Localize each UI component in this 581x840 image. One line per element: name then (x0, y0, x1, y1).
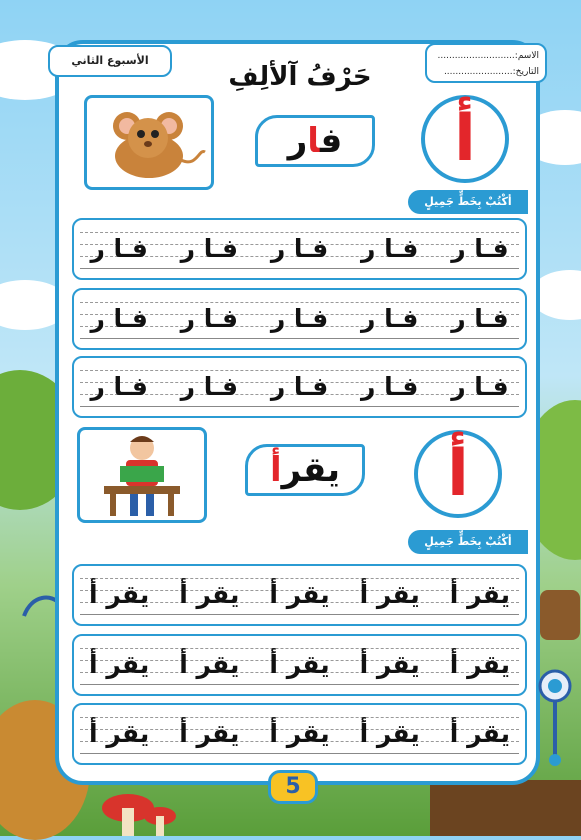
tree-trunk (430, 780, 581, 836)
practice-word: يقر أ (269, 650, 330, 679)
practice-row (72, 356, 527, 418)
practice-word: يقر أ (89, 719, 150, 748)
practice-word: يقر أ (269, 719, 330, 748)
practice-word: يقر أ (359, 650, 420, 679)
medal-icon (538, 668, 572, 768)
instruction-banner: أكْتُبْ بِخَطٍّ جَمِيلٍ (408, 530, 528, 554)
word-part: ف (320, 121, 343, 161)
practice-word: يقر أ (269, 580, 330, 609)
practice-row (72, 288, 527, 350)
letter-alif-circle: أ (414, 430, 502, 518)
page-title: حَرْفُ آلألِفِ (228, 62, 372, 92)
week-label: الأسبوع الثاني (48, 45, 172, 77)
instruction-banner: أكْتُبْ بِخَطٍّ جَمِيلٍ (408, 190, 528, 214)
practice-word: فـا ر (180, 372, 239, 401)
date-field-label: التاريخ:........................ (443, 67, 539, 77)
word-part: ر (287, 121, 308, 161)
practice-word: فـا ر (451, 304, 509, 333)
letter-alif-circle: أ (421, 95, 509, 183)
practice-word: يقر أ (179, 650, 240, 679)
practice-word: يقر أ (359, 580, 420, 609)
practice-row (72, 564, 527, 626)
practice-row (72, 703, 527, 765)
practice-word: فـا ر (451, 234, 509, 263)
practice-word: فـا ر (361, 372, 419, 401)
mushroom-icon (100, 790, 180, 836)
practice-word: فـا ر (270, 372, 329, 401)
practice-word: يقر أ (89, 650, 150, 679)
word-card-yaqra (245, 444, 365, 496)
practice-word: فـا ر (270, 304, 329, 333)
practice-row (72, 634, 527, 696)
practice-word: فـا ر (180, 304, 239, 333)
practice-word: يقر أ (449, 580, 511, 609)
mouse-icon (87, 98, 211, 187)
practice-word: يقر أ (359, 719, 420, 748)
boy-reading-picture-frame (77, 427, 207, 523)
word-part: يقر (281, 450, 341, 490)
practice-word: يقر أ (449, 719, 511, 748)
page-number-badge: 5 (268, 770, 318, 804)
practice-word: فـا ر (451, 372, 509, 401)
word-highlight-letter: ا (307, 121, 321, 161)
practice-row (72, 218, 527, 280)
practice-word: فـا ر (90, 372, 148, 401)
word-highlight-letter: أ (269, 450, 282, 490)
practice-word: يقر أ (89, 580, 150, 609)
practice-word: فـا ر (270, 234, 329, 263)
practice-word: فـا ر (361, 234, 419, 263)
practice-word: فـا ر (90, 304, 148, 333)
boy-reading-icon (80, 430, 204, 520)
practice-word: فـا ر (180, 234, 239, 263)
mouse-picture-frame (84, 95, 214, 190)
word-card-far (255, 115, 375, 167)
practice-word: يقر أ (179, 580, 240, 609)
practice-word: يقر أ (449, 650, 511, 679)
practice-word: فـا ر (361, 304, 419, 333)
tree-trunk (540, 590, 580, 640)
practice-word: فـا ر (90, 234, 148, 263)
practice-word: يقر أ (179, 719, 240, 748)
name-field-label: الاسم:........................... (437, 51, 539, 61)
name-date-box (425, 43, 547, 83)
